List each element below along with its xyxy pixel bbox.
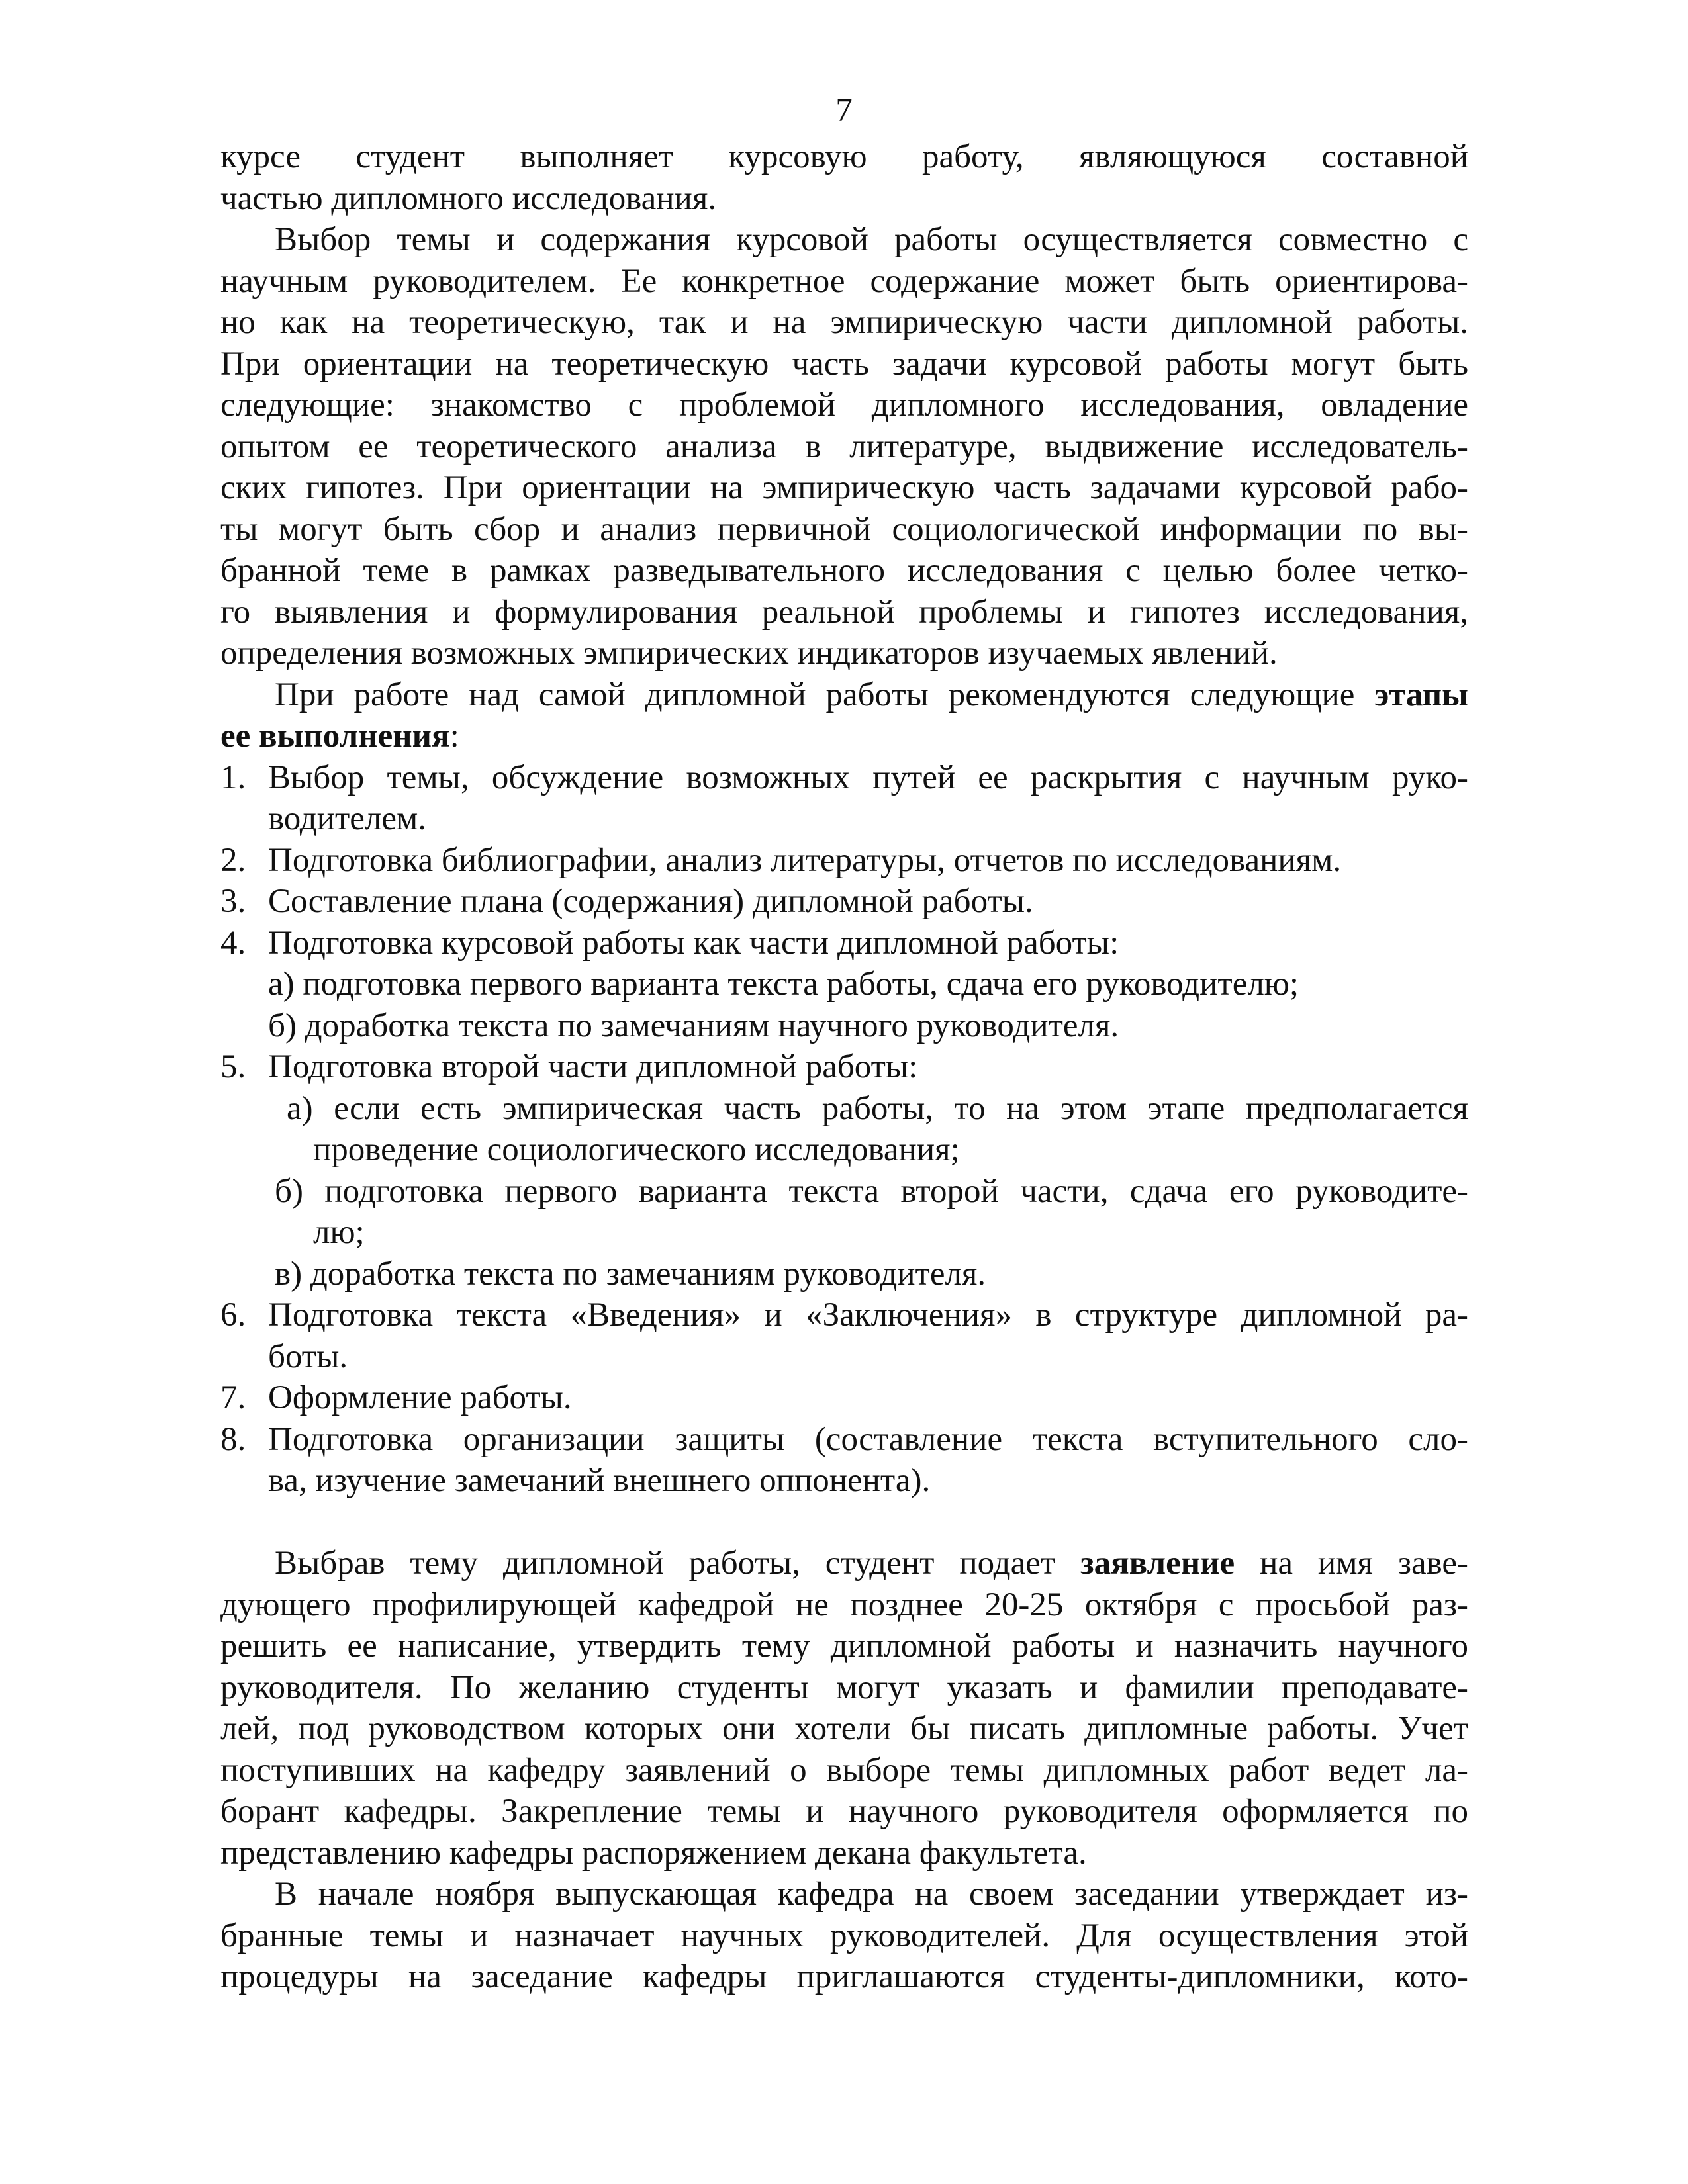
text-line: поступивших на кафедру заявлений о выборе темы дипломных работ ведет ла- — [220, 1751, 1468, 1789]
text-line: борант кафедры. Закрепление темы и научного руководителя оформляется по — [220, 1793, 1468, 1830]
text-line: бранные темы и назначает научных руководителей. Для осуществления этой — [220, 1917, 1468, 1954]
sub-item-continuation: проведение социологического исследования; — [313, 1131, 960, 1168]
text-line: курсе студент выполняет курсовую работу, являющуюся составной — [220, 138, 1468, 175]
text-run: на имя заве- — [1260, 1545, 1468, 1582]
bold-term: этапы — [1374, 676, 1468, 713]
sub-item: а) если есть эмпирическая часть работы, то на этом этапе предполагается — [287, 1089, 1468, 1127]
list-number: 5. — [220, 1048, 246, 1085]
blank-line — [220, 1502, 1468, 1543]
list-item — [220, 840, 1468, 882]
list-item-text: Подготовка организации защиты (составление текста вступительного сло- — [268, 1420, 1468, 1458]
text-line — [220, 674, 1468, 716]
list-number: 8. — [220, 1420, 246, 1458]
sub-item: б) подготовка первого варианта текста второй части, сдача его руководите- — [275, 1172, 1468, 1210]
text-line: В начале ноября выпускающая кафедра на своем заседании утверждает из- — [275, 1876, 1468, 1913]
list-number: 3. — [220, 883, 246, 920]
list-number: 6. — [220, 1297, 246, 1334]
list-item-text: Подготовка библиографии, анализ литературы, отчетов по исследованиям. — [268, 841, 1342, 879]
text-line: го выявления и формулирования реальной проблемы и гипотез исследования, — [220, 593, 1468, 631]
list-item-text: Подготовка текста «Введения» и «Заключения» в структуре дипломной ра- — [268, 1297, 1468, 1334]
text-line: следующие: знакомство с проблемой дипломного исследования, овладение — [220, 387, 1468, 424]
text-line: ты могут быть сбор и анализ первичной социологической информации по вы- — [220, 510, 1468, 548]
text-run: : — [449, 717, 459, 754]
page-number: 7 — [835, 92, 853, 129]
text-line: частью дипломного исследования. — [220, 179, 717, 217]
text-line — [220, 715, 1468, 757]
text-line: лей, под руководством которых они хотели бы писать дипломные работы. Учет — [220, 1710, 1468, 1747]
list-number: 4. — [220, 924, 246, 962]
list-item-text: Подготовка второй части дипломной работы: — [268, 1048, 918, 1085]
list-item — [220, 1377, 1468, 1419]
list-item — [220, 1295, 1468, 1336]
text-line: дующего профилирующей кафедрой не позднее 20-25 октября с просьбой раз- — [220, 1586, 1468, 1623]
text-line: При ориентации на теоретическую часть задачи курсовой работы могут быть — [220, 345, 1468, 383]
page-body — [220, 136, 1468, 1998]
list-item-text: Оформление работы. — [268, 1379, 572, 1416]
text-line: но как на теоретическую, так и на эмпирическую части дипломной работы. — [220, 304, 1468, 341]
text-line: ских гипотез. При ориентации на эмпирическую часть задачами курсовой рабо- — [220, 469, 1468, 506]
sub-item: в) доработка текста по замечаниям руководителя. — [275, 1255, 986, 1293]
text-line: научным руководителем. Ее конкретное содержание может быть ориентирова- — [220, 262, 1468, 300]
list-item — [220, 1419, 1468, 1461]
list-item-continuation: боты. — [268, 1338, 348, 1375]
list-item-text: Выбор темы, обсуждение возможных путей ее раскрытия с научным руко- — [268, 758, 1468, 796]
sub-item-continuation: лю; — [313, 1214, 365, 1251]
list-item — [220, 757, 1468, 799]
text-line — [220, 1543, 1468, 1584]
list-number: 2. — [220, 841, 246, 879]
list-item-text: Составление плана (содержания) дипломной работы. — [268, 883, 1033, 920]
text-run: Выбрав тему дипломной работы, студент подает — [275, 1545, 1056, 1582]
text-line: определения возможных эмпирических индикаторов изучаемых явлений. — [220, 635, 1278, 672]
list-item-continuation: водителем. — [268, 800, 427, 837]
bold-term: заявление — [1080, 1545, 1235, 1582]
list-number: 7. — [220, 1379, 246, 1416]
bold-term: ее выполнения — [220, 717, 450, 754]
text-line: руководителя. По желанию студенты могут указать и фамилии преподавате- — [220, 1668, 1468, 1706]
sub-item: а) подготовка первого варианта текста работы, сдача его руководителю; — [268, 966, 1299, 1003]
list-item-continuation: ва, изучение замечаний внешнего оппонента). — [268, 1462, 931, 1499]
text-line: процедуры на заседание кафедры приглашаются студенты-дипломники, кото- — [220, 1958, 1468, 1995]
list-number: 1. — [220, 758, 246, 796]
text-line: Выбор темы и содержания курсовой работы осуществляется совместно с — [275, 221, 1468, 258]
list-item — [220, 923, 1468, 964]
text-line: бранной теме в рамках разведывательного исследования с целью более четко- — [220, 552, 1468, 589]
list-item — [220, 1046, 1468, 1088]
text-line: решить ее написание, утвердить тему дипломной работы и назначить научного — [220, 1627, 1468, 1664]
sub-item: б) доработка текста по замечаниям научного руководителя. — [268, 1007, 1119, 1044]
text-run: При работе над самой дипломной работы рекомендуются следующие — [275, 676, 1355, 713]
text-line: представлению кафедры распоряжением декана факультета. — [220, 1834, 1087, 1872]
list-item-text: Подготовка курсовой работы как части дипломной работы: — [268, 924, 1119, 962]
text-line: опытом ее теоретического анализа в литературе, выдвижение исследователь- — [220, 428, 1468, 465]
list-item — [220, 881, 1468, 923]
